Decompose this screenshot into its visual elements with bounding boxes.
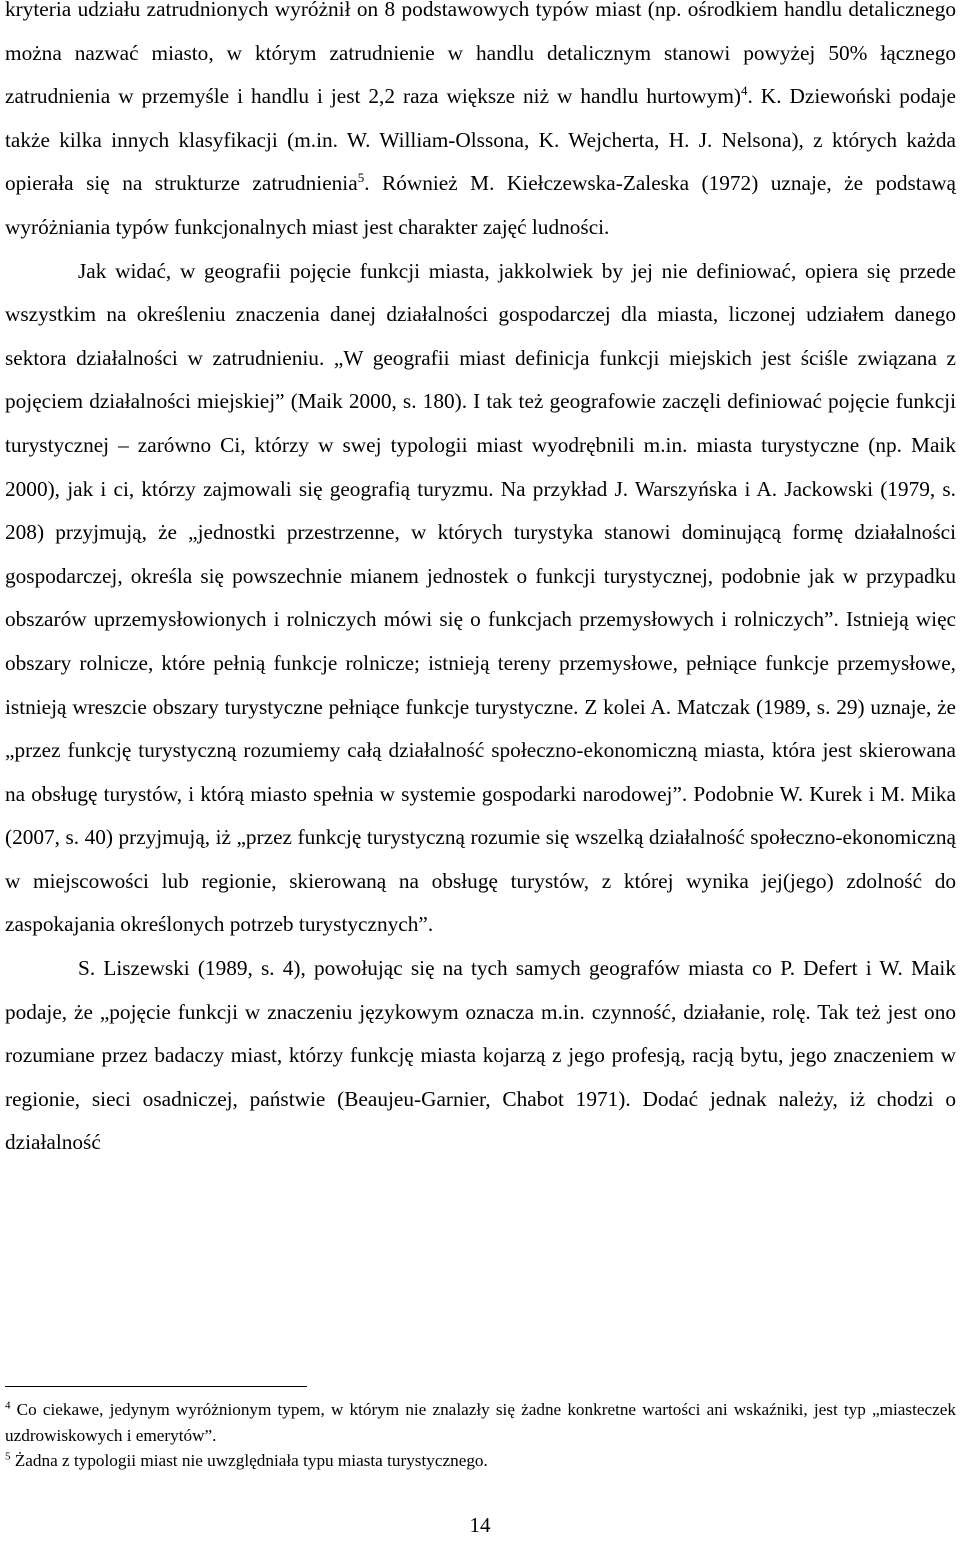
paragraph-1-text-b: . K. Dziewoński podaje także kilka innych klasyfikacji (m.in. W. William-Olssona, K. Wejcherta, H. J. Nelsona), z których każda opierała się na strukturze zatrudnienia [5,84,956,196]
footnote-4 [5,1397,956,1448]
paragraph-1 [5,0,956,250]
footnote-text: Co ciekawe, jedynym wyróżnionym typem, w którym nie znalazły się żadne konkretne wartości ani wskaźniki, jest typ „miasteczek uzdrowiskowych i emerytów”. [5,1400,956,1445]
footnote-ref-4[interactable]: 4 [741,83,748,99]
footnote-number: 4 [5,1399,11,1412]
footnote-text: Żadna z typologii miast nie uwzględniała typu miasta turystycznego. [14,1451,488,1470]
footnote-separator [5,1386,307,1387]
footnote-number: 5 [5,1450,11,1463]
page-number: 14 [469,1513,491,1537]
body-text [5,0,956,1165]
paragraph-1-text-c: . Również M. Kiełczewska-Zaleska (1972) uznaje, że podstawą wyróżniania typów funkcjonalnych miast jest charakter zajęć ludności. [5,171,956,239]
footnote-ref-5[interactable]: 5 [357,170,365,186]
paragraph-3: S. Liszewski (1989, s. 4), powołując się na tych samych geografów miasta co P. Defert i W. Maik podaje, że „pojęcie funkcji w znaczeniu językowym oznacza m.in. czynność, działanie, rolę. Tak też jest ono rozumiane przez badaczy miast, którzy funkcję miasta kojarzą z jego profesją, racją bytu, jego znaczeniem w regionie, sieci osadniczej, państwie (Beaujeu-Garnier, Chabot 1971). Dodać jednak należy, iż chodzi o działalność [5,956,956,1155]
paragraph-1-text-a: kryteria udziału zatrudnionych wyróżnił on 8 podstawowych typów miast (np. ośrodkiem handlu detalicznego można nazwać miasto, w którym zatrudnienie w handlu detalicznym stanowi powyżej 50% łącznego zatrudnienia w przemyśle i handlu i jest 2,2 raza większe niż w handlu hurtowym) [5,0,956,109]
footnote-5 [5,1448,956,1474]
footnotes [5,1397,956,1474]
paragraph-2: Jak widać, w geografii pojęcie funkcji miasta, jakkolwiek by jej nie definiować, opiera się przede wszystkim na określeniu znaczenia danej działalności gospodarczej dla miasta, liczonej udziałem danego sektora działalności w zatrudnieniu. „W geografii miast definicja funkcji miejskich jest ściśle związana z pojęciem działalności miejskiej” (Maik 2000, s. 180). I tak też geografowie zaczęli definiować pojęcie funkcji turystycznej – zarówno Ci, którzy w swej typologii miast wyodrębnili m.in. miasta turystyczne (np. Maik 2000), jak i ci, którzy zajmowali się geografią turyzmu. Na przykład J. Warszyńska i A. Jackowski (1979, s. 208) przyjmują, że „jednostki przestrzenne, w których turystyka stanowi dominującą formę działalności gospodarczej, określa się powszechnie mianem jednostek o funkcji turystycznej, podobnie jak w przypadku obszarów uprzemysłowionych i rolniczych mówi się o funkcjach przemysłowych i rolniczych”. Istnieją więc obszary rolnicze, które pełnią funkcje rolnicze; istnieją tereny przemysłowe, pełniące funkcje przemysłowe, istnieją wreszcie obszary turystyczne pełniące funkcje turystyczne. Z kolei A. Matczak (1989, s. 29) uznaje, że „przez funkcję turystyczną rozumiemy całą działalność społeczno-ekonomiczną miasta, która jest skierowana na obsługę turystów, i którą miasto spełnia w systemie gospodarki narodowej”. Podobnie W. Kurek i M. Mika (2007, s. 40) przyjmują, iż „przez funkcję turystyczną rozumie się wszelką działalność społeczno-ekonomiczną w miejscowości lub regionie, skierowaną na obsługę turystów, z której wynika jej(jego) zdolność do zaspokajania określonych potrzeb turystycznych”. [5,258,956,937]
